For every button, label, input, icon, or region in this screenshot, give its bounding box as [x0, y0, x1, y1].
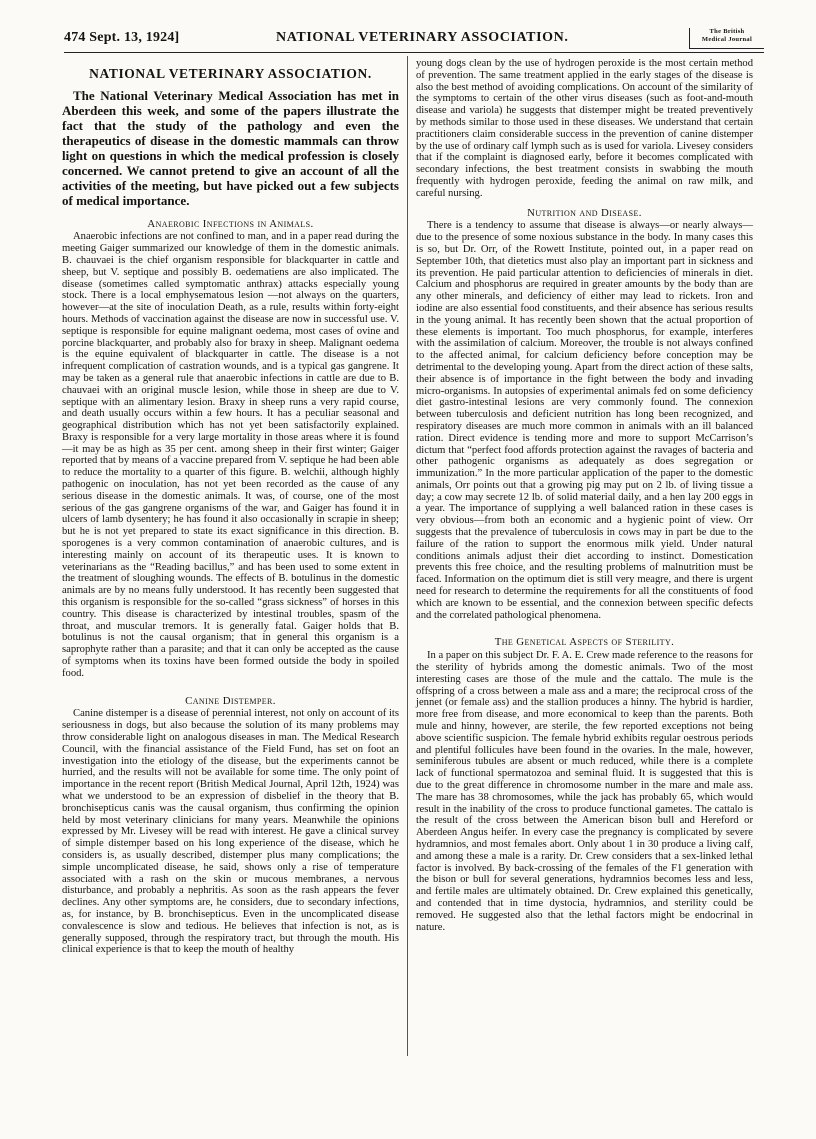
page-number-date: 474 Sept. 13, 1924] [64, 30, 180, 45]
article-intro: The National Veterinary Medical Association has met in Aberdeen this week, and some of the papers illustrate the fact that the study of the pathology and even the therapeutics of disease in the domestic mammals can throw light on questions in which the medical profession is closely concerned. We cannot pretend to give an account of all the activities of the meeting, but have picked out a few subjects of medical importance. [62, 87, 399, 209]
section-text-anaerobic: Anaerobic infections are not confined to man, and in a paper read during the meeting Gaiger summarized our knowledge of them in the domestic animals. B. chauvaei is the chief organism responsible for blackquarter in cattle and sheep, but V. septique and possibly B. oedematiens are also implicated. The disease (sometimes called symptomatic anthrax) attacks especially young stock. There is a local emphysematous lesion —not always on the quarters, however—at the site of inoculation Death, as a rule, results within forty-eight hours. Methods of vaccination against the disease are now in successful use. V. septique is responsible for equine malignant oedema, most cases of ovine and porcine blackquarter, and probably also for braxy in sheep. Malignant oedema is the equine equivalent of blackquarter in cattle. The disease is a not infrequent complication of castration wounds, and is a typical gas gangrene. It may be taken as a general rule that anaerobic infections in cattle are due to B. chauvaei with an original muscle lesion, while those in sheep are due to V. septique with an alimentary lesion. Braxy in sheep runs a very rapid course, and death usually occurs within a few hours. It has a peculiar seasonal and geographical distribution which has not yet been satisfactorily explained. Braxy is responsible for a very large mortality in those areas where it is found—it may be as high as 35 per cent. among sheep in their first winter; Gaiger reported that by means of a vaccine prepared from V. septique he had been able to reduce the mortality to a quarter of this figure. B. welchii, although highly pathogenic on inoculation, has not yet been recorded as the cause of any serious disease in the domestic animals. It was, of course, one of the most serious of the gas gangrene organisms of the war, and Gaiger has found it in ulcers of lamb dysentery; he has found it also occasionally in scrapie in sheep; but he is not yet prepared to state its exact significance in this direction. B. sporogenes is a very common contamination of anaerobic cultures, and is interesting mainly on account of its therapeutic uses. It is known to veterinarians as the “Reading bacillus,” and has been used to some extent in the treatment of sloughing wounds. The effects of B. botulinus in the domestic animals are by no means fully understood. It has recently been suggested that this organism is responsible for the so-called “grass sickness” of horses in this country. This disease is characterized by intestinal troubles, spasm of the throat, and muscular tremors. It is generally fatal. Gaiger holds that B. botulinus is not the causal organism; that in general this organism is a saprophyte rather than a parasite; and that it can only be accepted as the cause of symptoms when its toxins have been formed outside the body in spoiled food. [62, 231, 399, 679]
running-header [64, 28, 764, 50]
section-text-sterility: In a paper on this subject Dr. F. A. E. Crew made reference to the reasons for the sterility of hybrids among the domestic animals. Two of the most interesting cases are those of the mule and the cattalo. The mule is the offspring of a cross between a male ass and a mare; the reciprocal cross of the jennet (or female ass) and the stallion produces a hinny. The hybrid is hardier, more free from disease, and more economical to keep than the parents. Both mule and hinny, however, are sterile, the few reported exceptions not being above scientific suspicion. The female hybrid exhibits regular oestrous periods and plentiful follicules have been found in the ovaries. In the male, however, seminiferous tubules are absent or much reduced, while there is a complete lack of functional spermatozoa and seminal fluid. It is suggested that this is due to the great difference in chromosome number in the mare and male ass. The mare has 38 chromosomes, while the jack has probably 65, which would result in the inability of the cross to produce functional gametes. The cattalo is the result of the cross between the American bison bull and Hereford or Aberdeen Angus heifer. In every case the pregnancy is complicated by severe hydramnios, and most females abort. Only about 1 in 30 produce a living calf, and among these a male is a rarity. Dr. Crew considers that a sex-linked lethal factor is involved. By back-crossing of the females of the F1 generation with the bison or bull for several generations, hydramnios becomes less and less, and fertile males are ultimately obtained. Dr. Crew explained this genetically, and contended that in time dystocia, hydramnios, and sterility could be removed. He suggested also that the lethal factors might be endocrinal in nature. [416, 650, 753, 933]
article-title: NATIONAL VETERINARY ASSOCIATION. [89, 66, 372, 81]
section-heading-sterility: The Genetical Aspects of Sterility. [494, 636, 675, 649]
running-title: NATIONAL VETERINARY ASSOCIATION. [276, 30, 569, 45]
section-text-distemper: Canine distemper is a disease of perennial interest, not only on account of its seriousness in dogs, but also because the solution of its many problems may throw considerable light on analogous diseases in man. The Medical Research Council, with the financial assistance of the Field Fund, has set on foot an investigation into the etiology of the disease, but the experiments cannot be hurried, and the results will not be available for some time. The only point of importance in the recent report (British Medical Journal, April 12th, 1924) was what we understood to be an expression of disbelief in the theory that B. bronchisepticus canis was the causal organism, thus confirming the opinion held by most veterinary clinicians for many years. Meanwhile the opinions expressed by Mr. Livesey will be read with interest. He gave a clinical survey of simple distemper based on his long experience of the disease, which he considers is, as usually described, distemper plus many complications; the simple uncomplicated disease, he said, shows only a rise of temperature associated with a rash on the skin or mucous membranes, a nervous disturbance, and probably a nephritis. As soon as the rash appears the fever declines. Any other symptoms are, he considers, due to secondary infections, as, for instance, by B. bronchisepticus. Even in the uncomplicated disease convalescence is slow and tedious. He believes that infection is not, as is generally supposed, through the respiratory tract, but through the mouth. His clinical experience is that to keep the mouth of healthy [62, 708, 399, 956]
column-divider [407, 56, 408, 1056]
journal-logo [689, 28, 764, 49]
left-column [62, 58, 399, 956]
journal-logo-line1: The British [709, 28, 745, 35]
section-heading-anaerobic: Anaerobic Infections in Animals. [147, 217, 314, 230]
section-text-nutrition: There is a tendency to assume that disease is always—or nearly always—due to the presence of some noxious substance in the body. In many cases this is so, but Dr. Orr, of the Rowett Institute, pointed out, in a paper read on September 10th, that dietetics must also play an important part in sickness and its prevention. He paid particular attention to deficiencies of minerals in diet. Calcium and phosphorus are required in greater amounts by the body than are any other minerals, and deficiency of either may lead to rickets. Iron and iodine are also essential food constituents, and their absence has serious results in the young animal. It has recently been shown that the actual proportion of these elements is important. Too much phosphorus, for example, interferes with the assimilation of calcium. Moreover, the trouble is not always confined to the affected animal, for calcium deficiency before conception may be detrimental to the developing young. Apart from the direct action of these salts, their absence is of importance in the fight between the body and invading micro-organisms. In autopsies of experimental animals fed on some deficiency diet gastro-intestinal lesions are very commonly found. The connexion between tuberculosis and deficient nutrition has long been recognized, and respiratory diseases are much more common in animals with an ill balanced ration. Direct evidence is tending more and more to support McCarrison’s dictum that “perfect food affords protection against the ravages of bacteria and other pathogenic organisms as adequately as does segregation or immunization.” In the more particular application of the paper to the domestic animals, Orr points out that a growing pig may put on 2 lb. of living tissue a day; a cow may secrete 12 lb. of solid material daily, and a hen lay 200 eggs in a year. The importance of supplying a well balanced ration in these cases is very obvious—from both an economic and a hygienic point of view. Orr suggests that the prevalence of tuberculosis in cows may in part be due to the failure of the ration to support the enormous milk yield. Under natural conditions animals adjust their diet according to instinct. Domestication prevents this free choice, and the resulting problems of malnutrition must be faced. Information on the optimum diet is still very meagre, and there is urgent need for research to determine the requirements for all the constituents of food which are known to be essential, and the connexion between specific defects and the correlated pathological phenomena. [416, 220, 753, 621]
section-heading-distemper: Canine Distemper. [185, 694, 276, 707]
right-column [416, 58, 753, 933]
header-rule [64, 52, 764, 53]
section-text-distemper-continued: young dogs clean by the use of hydrogen peroxide is the most certain method of prevention. The same treatment applied in the early stages of the disease is also the best method of avoiding complications. On account of the similarity of the symptoms to certain of the other virus diseases (such as foot-and-mouth disease and variola) he suggests that distemper might be treated preventively by methods similar to those used in these diseases. We understand that certain practitioners claim considerable success in the prevention of canine distemper by the use of ordinary calf lymph such as is used for variola. Livesey considers that if the complaint is diagnosed early, before it becomes complicated with secondary infections, the best treatment consists in swabbing the mouth frequently with hydrogen peroxide, feeding the animal on raw milk, and careful nursing. [416, 58, 753, 199]
journal-logo-line2: Medical Journal [701, 36, 753, 43]
section-heading-nutrition: Nutrition and Disease. [527, 206, 642, 219]
